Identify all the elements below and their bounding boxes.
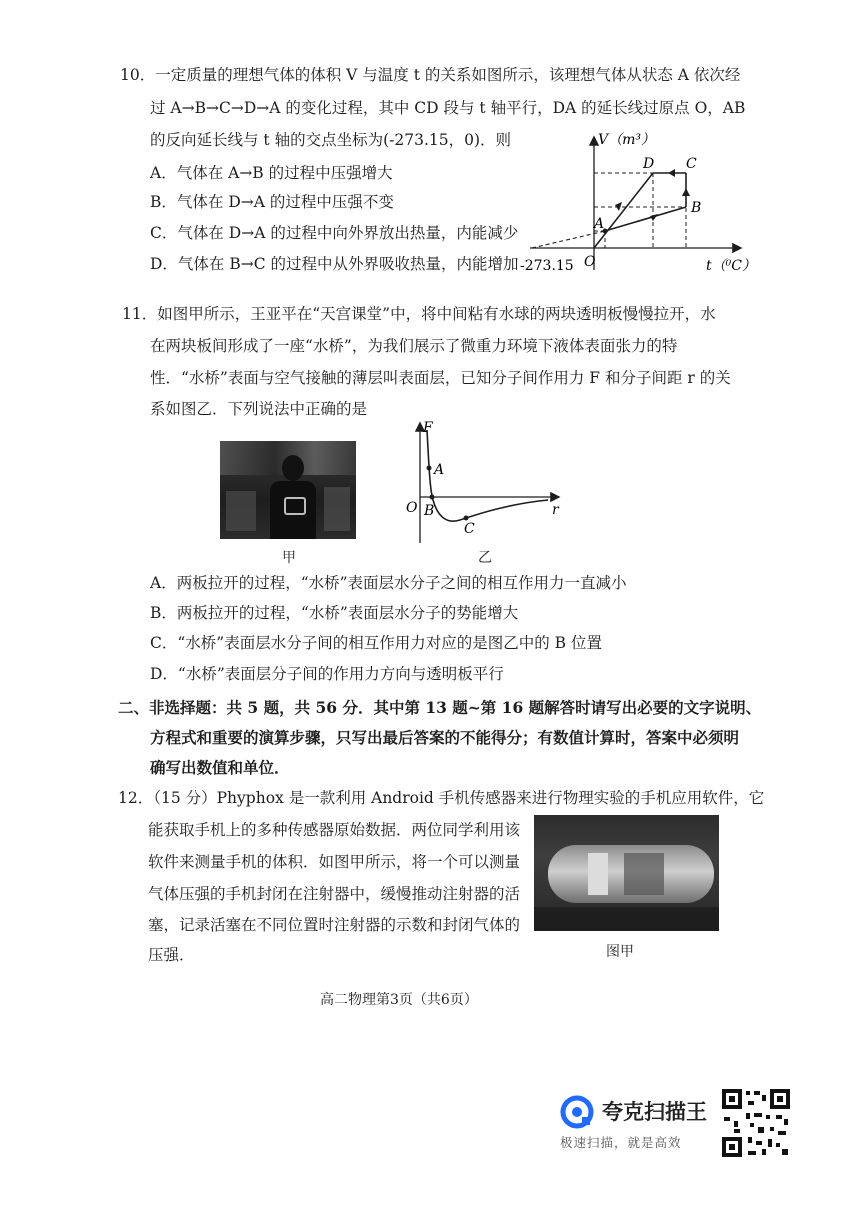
q10-line-1: 10．一定质量的理想气体的体积 V 与温度 t 的关系如图所示，该理想气体从状态 A 依次经 xyxy=(120,66,741,84)
q10-vt-graph xyxy=(510,130,770,280)
q11-option-b: B．两板拉开的过程，“水桥”表面层水分子的势能增大 xyxy=(150,604,519,622)
q12-line-2: 能获取手机上的多种传感器原始数据．两位同学利用该 xyxy=(148,821,521,839)
origin-label: O xyxy=(584,254,596,270)
q11-option-c: C．“水桥”表面层水分子间的相互作用力对应的是图乙中的 B 位置 xyxy=(150,634,602,652)
q10-line-2: 过 A→B→C→D→A 的变化过程，其中 CD 段与 t 轴平行，DA 的延长线过原点 O，AB xyxy=(150,99,746,117)
q12-line-4: 气体压强的手机封闭在注射器中，缓慢推动注射器的活 xyxy=(148,885,521,903)
q12-line-6: 压强． xyxy=(148,946,195,964)
point-a-label: A xyxy=(594,216,605,232)
origin-label-2: O xyxy=(406,500,418,516)
q11-option-a: A．两板拉开的过程，“水桥”表面层水分子之间的相互作用力一直减小 xyxy=(150,574,627,592)
q12-line-5: 塞，记录活塞在不同位置时注射器的示数和封闭气体的 xyxy=(148,916,521,934)
q11-option-d: D．“水桥”表面层分子间的作用力方向与透明板平行 xyxy=(150,665,504,683)
neg-tick-label: -273.15 xyxy=(520,258,574,274)
brand-name: 夸克扫描王 xyxy=(602,1100,707,1124)
da-line xyxy=(594,173,653,248)
section-2-line-2: 方程式和重要的演算步骤，只写出最后答案的不能得分；有数值计算时，答案中必须明 xyxy=(150,728,740,747)
point-b-label: B xyxy=(691,200,702,216)
q10-option-a: A．气体在 A→B 的过程中压强增大 xyxy=(150,164,393,182)
force-curve xyxy=(427,430,548,521)
q10-option-b: B．气体在 D→A 的过程中压强不变 xyxy=(150,193,394,211)
page-footer: 高二物理第3页（共6页） xyxy=(320,992,478,1008)
r-axis-label: r xyxy=(552,502,559,518)
fig-yi-caption: 乙 xyxy=(478,550,492,566)
q11-fr-graph xyxy=(398,418,573,548)
q11-line-1: 11．如图甲所示，王亚平在“天宫课堂”中，将中间粘有水球的两块透明板慢慢拉开，水 xyxy=(122,305,716,323)
syringe-fig-caption: 图甲 xyxy=(606,944,634,960)
q10-option-d: D．气体在 B→C 的过程中从外界吸收热量，内能增加 xyxy=(150,255,519,273)
q12-line-3: 软件来测量手机的体积．如图甲所示，将一个可以测量 xyxy=(148,853,521,871)
q11-line-3: 性．“水桥”表面与空气接触的薄层叫表面层，已知分子间作用力 F 和分子间距 r 的关 xyxy=(150,369,731,387)
section-2-line-3: 确写出数值和单位． xyxy=(150,758,290,777)
point-b2-label: B xyxy=(424,503,435,519)
quark-logo-icon xyxy=(560,1095,594,1129)
tiangong-photo xyxy=(220,441,356,539)
q11-line-4: 系如图乙．下列说法中正确的是 xyxy=(150,400,368,418)
f-axis-label: F xyxy=(423,420,433,436)
point-c2-label: C xyxy=(464,521,475,537)
q10-option-c: C．气体在 D→A 的过程中向外界放出热量，内能减少 xyxy=(150,224,519,242)
q12-line-1: 12．（15 分）Phyphox 是一款利用 Android 手机传感器来进行物理实验的手机应用软件，它 xyxy=(118,789,765,807)
qr-code-icon xyxy=(720,1087,792,1159)
q10-line-3: 的反向延长线与 t 轴的交点坐标为(-273.15，0)．则 xyxy=(150,131,512,149)
point-d-label: D xyxy=(643,156,655,172)
point-c-label: C xyxy=(686,156,697,172)
q11-line-2: 在两块板间形成了一座“水桥”，为我们展示了微重力环境下液体表面张力的特 xyxy=(150,337,678,355)
v-axis-label: V（m³） xyxy=(598,132,655,148)
point-a2-label: A xyxy=(434,462,445,478)
section-2-line-1: 二、非选择题：共 5 题，共 56 分．其中第 13 题~第 16 题解答时请写出必要的文字说明、 xyxy=(118,698,762,717)
brand-slogan: 极速扫描，就是高效 xyxy=(560,1135,682,1150)
t-axis-label: t（⁰C） xyxy=(706,258,756,274)
fig-jia-caption: 甲 xyxy=(282,550,296,566)
syringe-photo xyxy=(534,815,719,931)
